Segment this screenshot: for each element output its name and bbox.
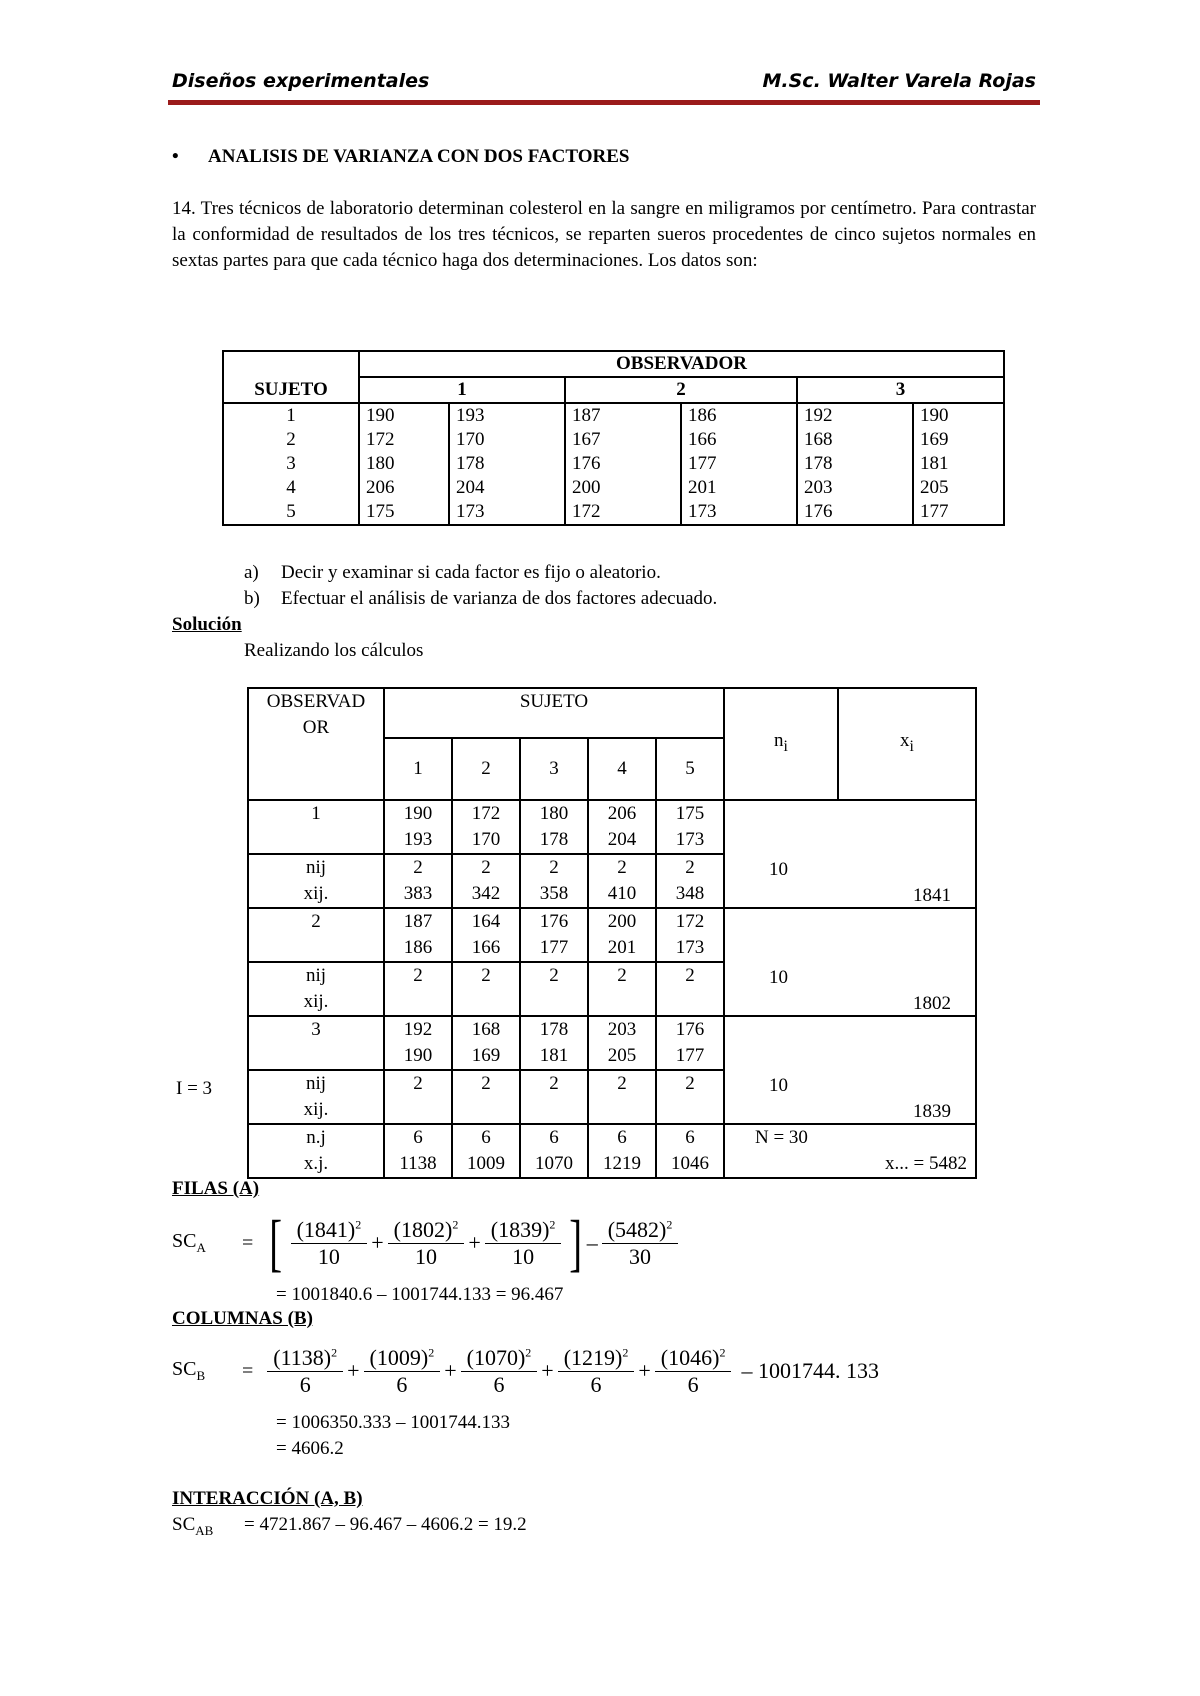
interaccion-title: INTERACCIÓN (A, B) <box>172 1488 363 1509</box>
t2-cell: 178 181 <box>520 1016 588 1070</box>
sca-result: = 1001840.6 – 1001744.133 = 96.467 <box>276 1284 564 1305</box>
header-rule <box>168 100 1040 105</box>
table1-col-2b: 186 166 177 201 173 <box>681 403 797 525</box>
t2-ni-2: 10 <box>769 967 788 988</box>
t2-cell: 2 <box>656 962 724 1016</box>
t2-cell: 2 <box>588 962 656 1016</box>
sca-formula: $SC_A$ = [ $\frac{(1841)^2}{10}$ + $\frac{(1802)^2}{10}$ + $\frac{(1839)^2}{10}$ ] – $\frac{(5482)^2}{30}$ <box>172 1206 682 1280</box>
t2-cell: 175 173 <box>656 800 724 854</box>
t2-cell: 192 190 <box>384 1016 452 1070</box>
scb-label: $SC_B$ <box>172 1358 206 1383</box>
t2-cell: 6 1219 <box>588 1124 656 1178</box>
table1-observer-2: 2 <box>565 377 797 403</box>
scb-term-4: $\frac{(1219)^2}{6}$ <box>558 1345 635 1398</box>
t2-xi-3: 1839 <box>913 1101 951 1122</box>
problem-text: Tres técnicos de laboratorio determinan colesterol en la sangre en miligramos por centímetro. Para contrastar la conformidad de resultados de los tres técnicos, se reparten sueros procedentes de cinco sujetos normales en sextas partes para que cada técnico haga dos determinaciones. Los datos son: <box>172 198 1036 271</box>
question-b-text: Efectuar el análisis de varianza de dos factores adecuado. <box>281 588 718 609</box>
t2-cell: 2 <box>384 1070 452 1124</box>
scb-tail: – 1001744. 133 <box>741 1358 879 1383</box>
table1-col-1b: 193 170 178 204 173 <box>449 403 565 525</box>
t2-subject-3: 3 <box>520 738 588 800</box>
t2-cell: 176 177 <box>520 908 588 962</box>
sca-label: $SC_A$ <box>172 1230 206 1255</box>
t2-subject-4: 4 <box>588 738 656 800</box>
table1-col-1a: 190 172 180 206 175 <box>359 403 449 525</box>
t2-totals-labels: n.j x.j. <box>248 1124 384 1178</box>
t2-cell: 6 1070 <box>520 1124 588 1178</box>
solution-intro: Realizando los cálculos <box>244 640 424 661</box>
section-title: ANALISIS DE VARIANZA CON DOS FACTORES <box>208 146 630 167</box>
t2-cell: 2 <box>452 1070 520 1124</box>
t2-cell: 6 1138 <box>384 1124 452 1178</box>
t2-ni-header: $n_i$ <box>724 688 838 800</box>
t2-subject-5: 5 <box>656 738 724 800</box>
scb-result-2: = 4606.2 <box>276 1438 344 1459</box>
t2-cell: 172 173 <box>656 908 724 962</box>
table1-observer-1: 1 <box>359 377 565 403</box>
problem-number: 14. <box>172 198 196 219</box>
t2-cell: 190 193 <box>384 800 452 854</box>
t2-cell: 2 <box>452 962 520 1016</box>
header-left: Diseños experimentales <box>172 70 430 92</box>
scb-formula: $SC_B$ = $\frac{(1138)^2}{6}$ + $\frac{(1009)^2}{6}$ + $\frac{(1070)^2}{6}$ + $\frac{(1219)^2}{6}$ + $\frac{(1046)^2}{6}$ – 1001744. 133 <box>172 1344 879 1397</box>
t2-xi-header: $x_i$ <box>838 688 976 800</box>
t2-labels: nij xij. <box>248 854 384 908</box>
question-a-label: a) <box>244 562 259 583</box>
t2-cell: 2 383 <box>384 854 452 908</box>
table1-col-3b: 190 169 181 205 177 <box>913 403 1004 525</box>
data-table <box>222 350 1005 526</box>
t2-cell: 172 170 <box>452 800 520 854</box>
t2-xi-2: 1802 <box>913 993 951 1014</box>
t2-xi-1: 1841 <box>913 885 951 906</box>
table1-col-3a: 192 168 178 203 176 <box>797 403 913 525</box>
t2-labels: nij xij. <box>248 1070 384 1124</box>
section-bullet: • <box>172 146 179 167</box>
table1-observador-header: OBSERVADOR <box>359 351 1004 377</box>
question-b-label: b) <box>244 588 260 609</box>
solution-title: Solución <box>172 614 242 635</box>
scab-result: = 4721.867 – 96.467 – 4606.2 = 19.2 <box>244 1514 527 1535</box>
filas-title: FILAS (A) <box>172 1178 260 1199</box>
t2-cell: 2 348 <box>656 854 724 908</box>
t2-ni-1: 10 <box>769 859 788 880</box>
sca-term-2: $\frac{(1802)^2}{10}$ <box>388 1217 465 1270</box>
sca-term-3: $\frac{(1839)^2}{10}$ <box>485 1217 562 1270</box>
t2-cell: 2 <box>520 962 588 1016</box>
scb-term-3: $\frac{(1070)^2}{6}$ <box>461 1345 538 1398</box>
t2-cell: 6 1009 <box>452 1124 520 1178</box>
columnas-title: COLUMNAS (B) <box>172 1308 313 1329</box>
t2-cell: 180 178 <box>520 800 588 854</box>
t2-group3-totals <box>724 1016 976 1124</box>
scb-term-5: $\frac{(1046)^2}{6}$ <box>655 1345 732 1398</box>
table1-observer-3: 3 <box>797 377 1004 403</box>
table1-subject: 1 2 3 4 5 <box>223 403 359 525</box>
t2-cell: 176 177 <box>656 1016 724 1070</box>
t2-cell: 164 166 <box>452 908 520 962</box>
t2-cell: 2 <box>588 1070 656 1124</box>
scb-term-2: $\frac{(1009)^2}{6}$ <box>364 1345 441 1398</box>
t2-cell: 2 <box>384 962 452 1016</box>
t2-cell: 206 204 <box>588 800 656 854</box>
scab-label: $SC_{AB}$ <box>172 1514 214 1538</box>
table1-sujeto-header: SUJETO <box>223 351 359 403</box>
t2-cell: 200 201 <box>588 908 656 962</box>
t2-cell: 168 169 <box>452 1016 520 1070</box>
t2-cell: 2 410 <box>588 854 656 908</box>
sca-term-1: $\frac{(1841)^2}{10}$ <box>291 1217 368 1270</box>
t2-labels: nij xij. <box>248 962 384 1016</box>
t2-cell: 2 342 <box>452 854 520 908</box>
calc-table <box>247 687 977 1179</box>
table1-col-2a: 187 167 176 200 172 <box>565 403 681 525</box>
t2-sujeto-header: SUJETO <box>384 688 724 738</box>
problem-paragraph <box>172 196 1036 274</box>
t2-cell: 187 186 <box>384 908 452 962</box>
t2-obs-2: 2 <box>248 908 384 962</box>
scb-result-1: = 1006350.333 – 1001744.133 <box>276 1412 510 1433</box>
question-a-text: Decir y examinar si cada factor es fijo o aleatorio. <box>281 562 661 583</box>
header-right: M.Sc. Walter Varela Rojas <box>762 70 1036 92</box>
scb-term-1: $\frac{(1138)^2}{6}$ <box>267 1345 343 1398</box>
sca-minus-term: $\frac{(5482)^2}{30}$ <box>602 1217 679 1270</box>
t2-cell: 2 358 <box>520 854 588 908</box>
t2-grand-totals <box>724 1124 976 1178</box>
t2-cell: 203 205 <box>588 1016 656 1070</box>
t2-subject-2: 2 <box>452 738 520 800</box>
t2-ni-3: 10 <box>769 1075 788 1096</box>
t2-group2-totals <box>724 908 976 1016</box>
t2-subject-1: 1 <box>384 738 452 800</box>
i-label: I = 3 <box>176 1078 213 1099</box>
t2-obs-1: 1 <box>248 800 384 854</box>
t2-group1-totals <box>724 800 976 908</box>
t2-cell: 2 <box>656 1070 724 1124</box>
t2-observador-header: OBSERVAD OR <box>248 688 384 800</box>
t2-obs-3: 3 <box>248 1016 384 1070</box>
t2-cell: 2 <box>520 1070 588 1124</box>
t2-x-total: x... = 5482 <box>885 1153 967 1174</box>
t2-N-total: N = 30 <box>755 1127 808 1148</box>
t2-cell: 6 1046 <box>656 1124 724 1178</box>
